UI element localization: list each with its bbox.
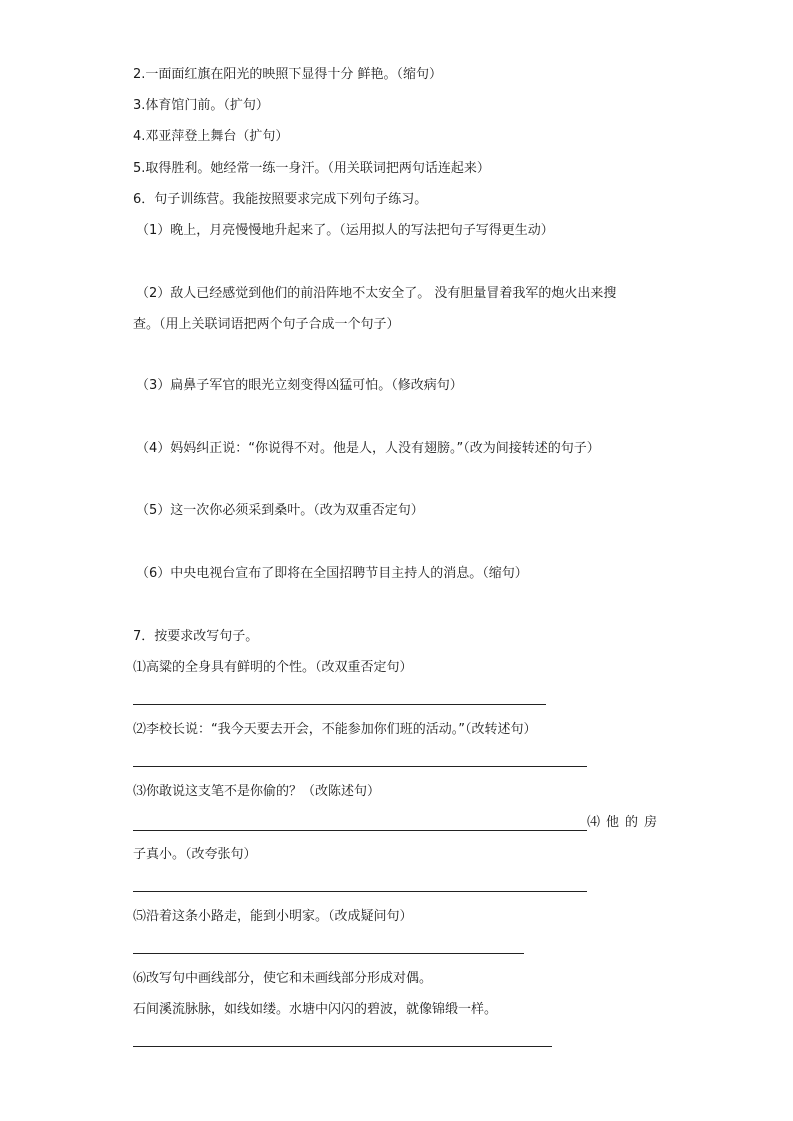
answer-line-7-6[interactable] [133, 1046, 552, 1047]
question-7-4-start: ⑷他的房 [587, 815, 664, 830]
question-2: 2.一面面红旗在阳光的映照下显得十分 鲜艳。（缩句） [133, 67, 443, 82]
question-6-5: （5）这一次你必须采到桑叶。（改为双重否定句） [136, 503, 424, 518]
question-7-1: ⑴高粱的全身具有鲜明的个性。（改双重否定句） [133, 660, 413, 675]
question-6-6: （6）中央电视台宣布了即将在全国招聘节目主持人的消息。（缩句） [136, 566, 528, 581]
question-7-4-line2: 子真小。（改夸张句） [133, 847, 257, 862]
answer-line-7-3[interactable] [133, 816, 587, 831]
question-6-3: （3）扁鼻子军官的眼光立刻变得凶猛可怕。（修改病句） [136, 378, 463, 393]
question-6-2-line1: （2）敌人已经感觉到他们的前沿阵地不太安全了。 没有胆量冒着我军的炮火出来搜 [136, 286, 617, 301]
question-7-6: ⑹改写句中画线部分，使它和未画线部分形成对偶。 [133, 971, 433, 986]
answer-line-7-5[interactable] [133, 953, 524, 954]
question-7: 7．按要求改写句子。 [133, 629, 259, 644]
question-4: 4.邓亚萍登上舞台（扩句） [133, 129, 289, 144]
question-6-2-line2: 查。（用上关联词语把两个句子合成一个句子） [133, 317, 400, 332]
question-6-4: （4）妈妈纠正说：“你说得不对。他是人，人没有翅膀。”（改为间接转述的句子） [136, 441, 600, 456]
answer-line-7-4[interactable] [133, 891, 587, 892]
answer-line-7-2[interactable] [133, 766, 587, 767]
answer-line-7-1[interactable] [133, 704, 546, 705]
question-6: 6．句子训练营。我能按照要求完成下列句子练习。 [133, 192, 428, 207]
question-6-1: （1）晚上，月亮慢慢地升起来了。（运用拟人的写法把句子写得更生动） [136, 223, 554, 238]
question-7-3: ⑶你敢说这支笔不是你偷的？（改陈述句） [133, 784, 381, 799]
question-7-4-line1 [133, 815, 663, 831]
question-5: 5.取得胜利。她经常一练一身汗。（用关联词把两句话连起来） [133, 161, 490, 176]
question-7-2: ⑵李校长说：“我今天要去开会，不能参加你们班的活动。”（改转述句） [133, 722, 537, 737]
question-7-5: ⑸沿着这条小路走，能到小明家。（改成疑问句） [133, 909, 413, 924]
question-7-6-sentence: 石间溪流脉脉，如线如缕。水塘中闪闪的碧波，就像锦缎一样。 [133, 1002, 498, 1017]
question-3: 3.体育馆门前。（扩句） [133, 98, 269, 113]
